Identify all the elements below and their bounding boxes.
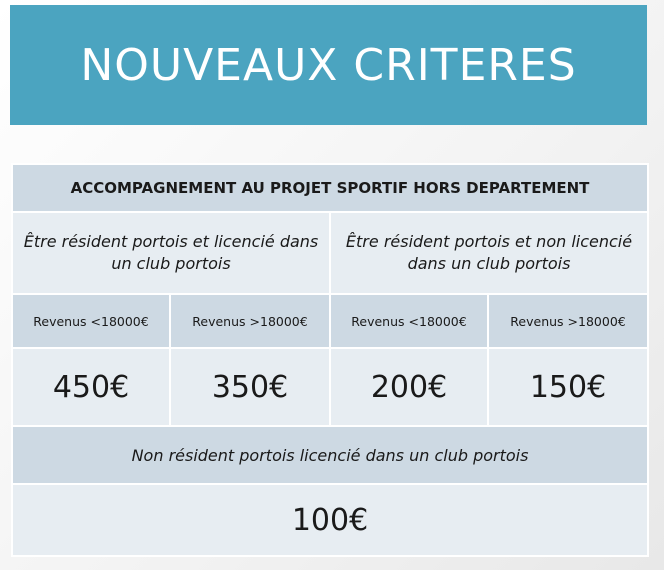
category-label: Être résident portois et non licencié dans un club portois — [345, 232, 633, 273]
income-row — [12, 294, 648, 348]
income-bracket-cell: Revenus >18000€ — [488, 294, 648, 348]
amount-cell: 150€ — [488, 348, 648, 426]
table-header-row — [12, 164, 648, 212]
amount-cell: 200€ — [330, 348, 488, 426]
income-bracket-cell: Revenus <18000€ — [12, 294, 170, 348]
amount-cell: 350€ — [170, 348, 330, 426]
non-resident-amount-row — [12, 484, 648, 556]
category-resident-not-licensed — [330, 212, 648, 294]
income-bracket-cell: Revenus >18000€ — [170, 294, 330, 348]
non-resident-row — [12, 426, 648, 484]
category-label: Être résident portois et licencié dans un club portois — [23, 232, 319, 273]
non-resident-label: Non résident portois licencié dans un club portois — [12, 426, 648, 484]
income-bracket-cell: Revenus <18000€ — [330, 294, 488, 348]
category-resident-licensed — [12, 212, 330, 294]
non-resident-amount: 100€ — [12, 484, 648, 556]
category-row — [12, 212, 648, 294]
title-banner — [10, 5, 647, 125]
page-title: NOUVEAUX CRITERES — [80, 39, 577, 91]
table-header: ACCOMPAGNEMENT AU PROJET SPORTIF HORS DEPARTEMENT — [12, 164, 648, 212]
criteria-table — [11, 163, 649, 557]
amount-cell: 450€ — [12, 348, 170, 426]
amount-row — [12, 348, 648, 426]
